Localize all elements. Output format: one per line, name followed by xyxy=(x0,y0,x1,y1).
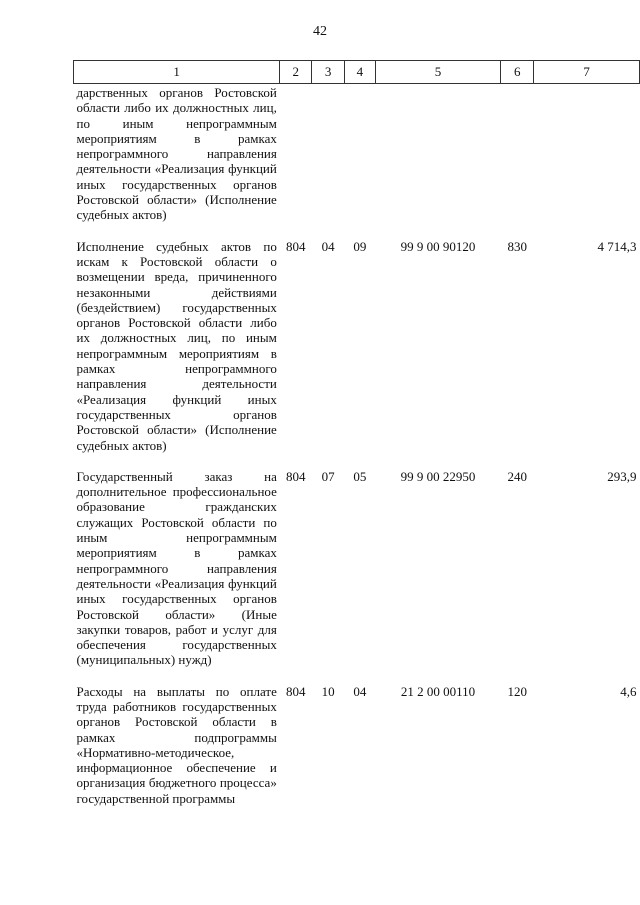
table-row xyxy=(74,467,640,682)
row-expense-type: 830 xyxy=(507,238,527,254)
row-target-article: 99 9 00 22950 xyxy=(400,468,476,484)
row-amount: 4,6 xyxy=(620,683,637,699)
row-subsection-code xyxy=(344,84,375,237)
table-header-row xyxy=(74,61,640,84)
table-row xyxy=(74,237,640,467)
row-section-code: 10 xyxy=(321,683,335,699)
row-expense-type: 240 xyxy=(507,468,527,484)
page-number: 42 xyxy=(313,24,327,39)
row-amount: 4 714,3 xyxy=(597,238,637,254)
row-ministry-code xyxy=(280,84,312,237)
row-description: Расходы на выплаты по оплате труда работников государственных органов Ростовской области в рамках подпрограммы «Нормативно-методическое, информационное обеспечение и организация бюджетного процесса» государственной программы xyxy=(76,683,277,806)
row-section-code: 04 xyxy=(321,238,335,254)
row-target-article xyxy=(375,84,501,237)
column-header-1: 1 xyxy=(74,61,280,84)
column-header-3: 3 xyxy=(312,61,345,84)
row-subsection-code: 05 xyxy=(353,468,367,484)
row-description: дарственных органов Ростовской области либо их должностных лиц, по иным непрограммным мероприятиям в рамках непрограммного направления деятельности «Реализация функций иных государственных органов Ростовской области» (Исполнение судебных актов) xyxy=(76,85,277,223)
column-header-7: 7 xyxy=(534,61,640,84)
row-expense-type: 120 xyxy=(507,683,527,699)
row-subsection-code: 04 xyxy=(353,683,367,699)
row-amount xyxy=(534,84,640,237)
row-target-article: 99 9 00 90120 xyxy=(400,238,476,254)
budget-table xyxy=(73,60,640,820)
column-header-5: 5 xyxy=(375,61,501,84)
row-amount: 293,9 xyxy=(607,468,637,484)
column-header-4: 4 xyxy=(344,61,375,84)
row-section-code: 07 xyxy=(321,468,335,484)
row-description: Государственный заказ на дополнительное профессиональное образование гражданских служащих Ростовской области по иным непрограммным мероприятиям в рамках непрограммного направления деятельности «Реализация функций иных государственных органов Ростовской области» (Иные закупки товаров, работ и услуг для обеспечения государственных (муниципальных) нужд) xyxy=(76,468,277,668)
row-subsection-code: 09 xyxy=(353,238,367,254)
column-header-6: 6 xyxy=(501,61,534,84)
table-row xyxy=(74,682,640,820)
row-expense-type xyxy=(501,84,534,237)
row-ministry-code: 804 xyxy=(286,683,306,699)
row-ministry-code: 804 xyxy=(286,238,306,254)
row-description: Исполнение судебных актов по искам к Ростовской области о возмещении вреда, причиненного незаконными действиями (бездействием) государственных органов Ростовской области либо их должностных лиц, по иным непрограммным мероприятиям в рамках непрограммного направления деятельности «Реализация функций иных государственных органов Ростовской области» (Исполнение судебных актов) xyxy=(76,238,277,453)
row-target-article: 21 2 00 00110 xyxy=(400,683,476,699)
column-header-2: 2 xyxy=(280,61,312,84)
row-section-code xyxy=(312,84,345,237)
row-ministry-code: 804 xyxy=(286,468,306,484)
table-row xyxy=(74,84,640,237)
